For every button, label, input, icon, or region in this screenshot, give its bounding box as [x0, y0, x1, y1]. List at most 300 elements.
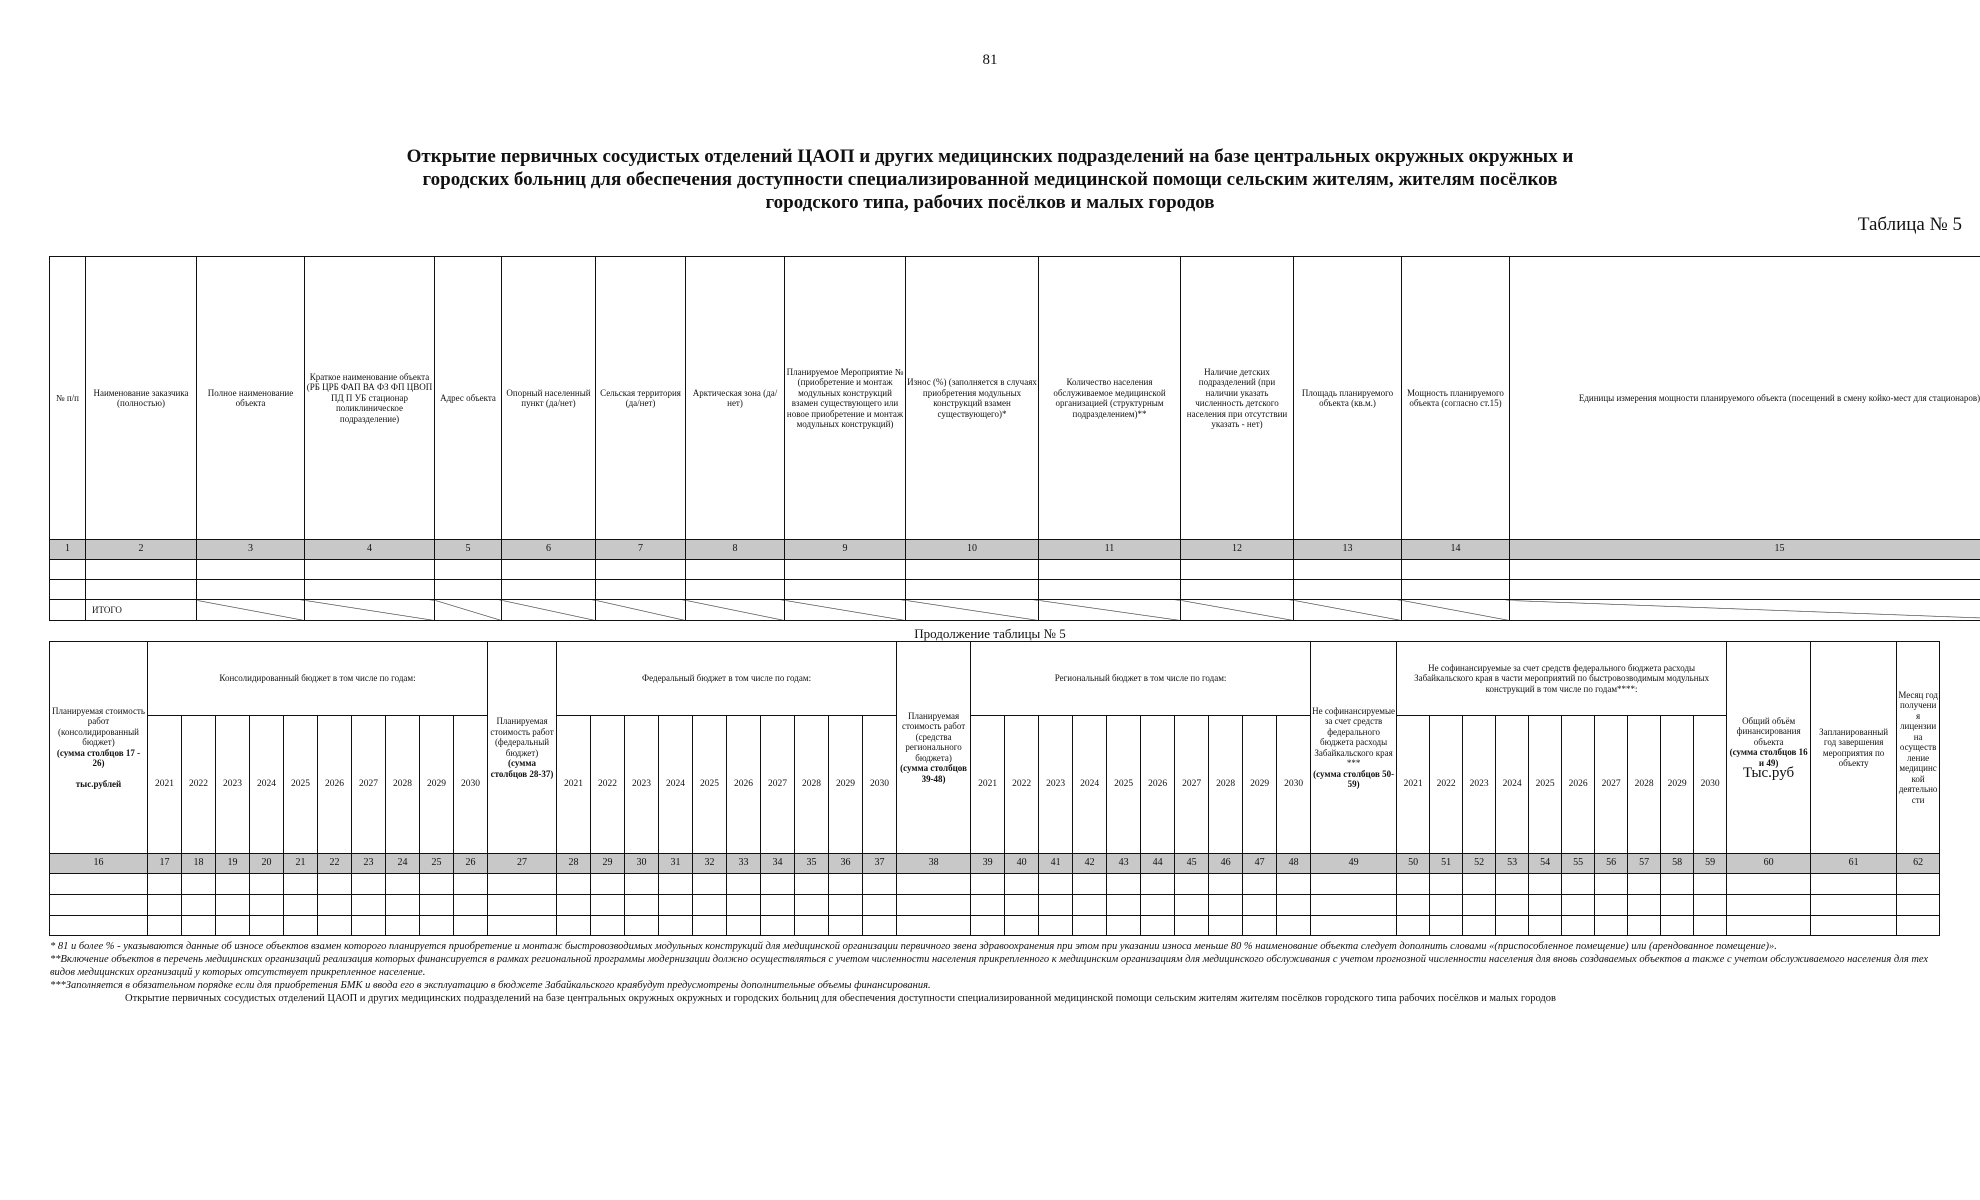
- column-number: 13: [1294, 540, 1402, 560]
- column-number: 19: [216, 854, 250, 874]
- table-cell: [1430, 874, 1463, 895]
- table-cell: [761, 895, 795, 916]
- column-number: 44: [1141, 854, 1175, 874]
- footnote: * 81 и более % - указываются данные об износе объектов взамен которого планируется приобретение и монтаж быстровозводимых модульных конструкций для медицинской организации первичного звена здравоохранения при этом при указании износа меньше 80 % наименование объекта следует дополнить словами «(приспособленное помещение) или (арендованное помещение)».: [50, 941, 1777, 952]
- table-cell: [488, 874, 557, 895]
- table-cell: [557, 874, 591, 895]
- table-cell: [1529, 874, 1562, 895]
- table-cell: [727, 874, 761, 895]
- table-cell: [1209, 874, 1243, 895]
- year-header: 2022: [591, 716, 625, 854]
- table-cell: [795, 916, 829, 936]
- table-cell: [1175, 895, 1209, 916]
- year-header: 2027: [352, 716, 386, 854]
- year-header: 2029: [1661, 716, 1694, 854]
- table-cell: [1496, 916, 1529, 936]
- table-cell: [785, 560, 906, 580]
- year-header: 2025: [284, 716, 318, 854]
- column-number: 50: [1397, 854, 1430, 874]
- year-header: 2028: [1209, 716, 1243, 854]
- t1-header: Полное наименование объекта: [197, 257, 305, 540]
- table-cell: [686, 560, 785, 580]
- table-cell: [502, 580, 596, 600]
- column-number: 60: [1727, 854, 1811, 874]
- table-cell: [1005, 895, 1039, 916]
- table-cell: [318, 895, 352, 916]
- year-header: 2023: [625, 716, 659, 854]
- table-cell: [182, 916, 216, 936]
- year-header: 2021: [148, 716, 182, 854]
- year-header: 2027: [1595, 716, 1628, 854]
- footnote: ***Заполняется в обязательном порядке если для приобретения БМК и ввода его в эксплуатацию в бюджете Забайкальского краябудут предусмотрены дополнительные объемы финансирования.: [50, 980, 931, 991]
- table-cell: [596, 560, 686, 580]
- document-title: Открытие первичных сосудистых отделений ЦАОП и других медицинских подразделений на базе центральных окружных окружных и городских больниц для обеспечения доступности специализированной медицинской помощи сельским жителям, жителям посёлков городского типа, рабочих посёлков и малых городов: [406, 146, 1574, 213]
- t1-header: Мощность планируемого объекта (согласно ст.15): [1402, 257, 1510, 540]
- table-cell: [1562, 874, 1595, 895]
- column-number: 23: [352, 854, 386, 874]
- year-header: 2023: [216, 716, 250, 854]
- year-header: 2023: [1463, 716, 1496, 854]
- table-cell: [1628, 895, 1661, 916]
- column-number: 15: [1510, 540, 1980, 560]
- column-number: 51: [1430, 854, 1463, 874]
- table-cell: [284, 895, 318, 916]
- t1-header: Наличие детских подразделений (при наличии указать численность детского населения при отсутствии указать - нет): [1181, 257, 1294, 540]
- column-number: 56: [1595, 854, 1628, 874]
- total-label: ИТОГО: [86, 600, 197, 621]
- t1-header: Опорный населенный пункт (да/нет): [502, 257, 596, 540]
- column-number: 1: [50, 540, 86, 560]
- consolidated-header: Консолидированный бюджет в том числе по годам:: [148, 642, 488, 716]
- table-cell: [216, 895, 250, 916]
- table-cell: [863, 895, 897, 916]
- t1-header: Наименование заказчика (полностью): [86, 257, 197, 540]
- table-cell: [1595, 874, 1628, 895]
- column-number: 55: [1562, 854, 1595, 874]
- column-number: 5: [435, 540, 502, 560]
- year-header: 2022: [1430, 716, 1463, 854]
- col27-header: Планируемая стоимость работ (федеральный бюджет) (сумма столбцов 28-37): [488, 642, 557, 854]
- table-cell: [1463, 874, 1496, 895]
- table-row: [50, 580, 1980, 600]
- table-cell: [1430, 895, 1463, 916]
- year-header: 2028: [386, 716, 420, 854]
- column-number: 37: [863, 854, 897, 874]
- table-cell: [795, 874, 829, 895]
- table-cell: [50, 874, 148, 895]
- year-header: 2028: [1628, 716, 1661, 854]
- table-cell: [182, 895, 216, 916]
- table-cell: [1811, 874, 1897, 895]
- table-cell: [1510, 560, 1980, 580]
- table-cell: [625, 895, 659, 916]
- table-cell: [1811, 895, 1897, 916]
- table-cell: [454, 916, 488, 936]
- table-cell: [284, 874, 318, 895]
- column-number: 36: [829, 854, 863, 874]
- column-number: 59: [1694, 854, 1727, 874]
- table-cell: [1294, 560, 1402, 580]
- table-cell: [1661, 916, 1694, 936]
- table-cell: [1897, 874, 1940, 895]
- table-row: [50, 874, 1940, 895]
- column-number: 2: [86, 540, 197, 560]
- table-cell: [1430, 916, 1463, 936]
- table-cell: [1209, 916, 1243, 936]
- table-cell: [1039, 580, 1181, 600]
- table-cell: [659, 895, 693, 916]
- year-header: 2021: [1397, 716, 1430, 854]
- table-cell: [1463, 895, 1496, 916]
- table-cell: [863, 916, 897, 936]
- column-number: 35: [795, 854, 829, 874]
- table-cell: [386, 874, 420, 895]
- column-number: 9: [785, 540, 906, 560]
- table-cell: [829, 895, 863, 916]
- table-cell: [1243, 916, 1277, 936]
- table-cell: [1694, 916, 1727, 936]
- footnote: Открытие первичных сосудистых отделений ЦАОП и других медицинских подразделений на базе центральных окружных окружных и городских больниц для обеспечения доступности специализированной медицинской помощи сельским жителям жителям посёлков городского типа рабочих посёлков и малых городов: [125, 993, 1556, 1004]
- col38-header: Планируемая стоимость работ (средства регионального бюджета) (сумма столбцов 39-48): [897, 642, 971, 854]
- column-number: 17: [148, 854, 182, 874]
- column-number: 26: [454, 854, 488, 874]
- table-cell: [250, 895, 284, 916]
- column-number: 3: [197, 540, 305, 560]
- table-cell: [863, 874, 897, 895]
- column-number: 12: [1181, 540, 1294, 560]
- table-cell: [502, 560, 596, 580]
- table-cell: [897, 874, 971, 895]
- main-table: [49, 256, 1980, 621]
- column-number: 27: [488, 854, 557, 874]
- table-cell: [1073, 874, 1107, 895]
- column-number: 20: [250, 854, 284, 874]
- table-cell: [761, 874, 795, 895]
- table-cell: [50, 895, 148, 916]
- table-cell: [1175, 874, 1209, 895]
- table-cell: [971, 916, 1005, 936]
- table-cell: [1562, 916, 1595, 936]
- table-cell: [1397, 916, 1430, 936]
- column-number: 24: [386, 854, 420, 874]
- year-header: 2022: [182, 716, 216, 854]
- table-cell: [454, 895, 488, 916]
- table-cell: [148, 916, 182, 936]
- table-cell: [1628, 874, 1661, 895]
- table-cell: [1694, 895, 1727, 916]
- table-cell: [318, 874, 352, 895]
- table-cell: [1277, 895, 1311, 916]
- federal-header: Федеральный бюджет в том числе по годам:: [557, 642, 897, 716]
- table-cell: [1175, 916, 1209, 936]
- table-cell: [50, 580, 86, 600]
- year-header: 2025: [693, 716, 727, 854]
- table-row: [50, 916, 1940, 936]
- table-cell: [591, 874, 625, 895]
- year-header: 2022: [1005, 716, 1039, 854]
- table-cell: [1005, 916, 1039, 936]
- table-cell: [148, 895, 182, 916]
- t1-header: Планируемое Мероприятие № (приобретение и монтаж модульных конструкций взамен существующего или новое приобретение и монтаж модульных конструкций): [785, 257, 906, 540]
- column-number: 18: [182, 854, 216, 874]
- year-header: 2030: [1277, 716, 1311, 854]
- table-cell: [686, 580, 785, 600]
- table-cell: [1463, 916, 1496, 936]
- table-cell: [352, 916, 386, 936]
- column-number: 30: [625, 854, 659, 874]
- t1-header: Площадь планируемого объекта (кв.м.): [1294, 257, 1402, 540]
- table-cell: [216, 916, 250, 936]
- year-header: 2028: [795, 716, 829, 854]
- table-cell: [250, 874, 284, 895]
- t1-header: Износ (%) (заполняется в случаях приобретения модульных конструкций взамен существующего)*: [906, 257, 1039, 540]
- table-cell: [420, 874, 454, 895]
- t1-header: Количество населения обслуживаемое медицинской организацией (структурным подразделением)**: [1039, 257, 1181, 540]
- year-header: 2021: [971, 716, 1005, 854]
- year-header: 2027: [1175, 716, 1209, 854]
- year-header: 2024: [1496, 716, 1529, 854]
- table-cell: [1073, 895, 1107, 916]
- column-number: 31: [659, 854, 693, 874]
- t1-header: Арктическая зона (да/нет): [686, 257, 785, 540]
- column-number: 49: [1311, 854, 1397, 874]
- table-cell: [352, 895, 386, 916]
- column-number: 58: [1661, 854, 1694, 874]
- year-header: 2025: [1529, 716, 1562, 854]
- table-cell: [420, 916, 454, 936]
- table-cell: [1107, 895, 1141, 916]
- column-number: 4: [305, 540, 435, 560]
- column-number: 33: [727, 854, 761, 874]
- table-cell: [693, 916, 727, 936]
- year-header: 2030: [1694, 716, 1727, 854]
- table-cell: [1141, 895, 1175, 916]
- year-header: 2021: [557, 716, 591, 854]
- table1-header-row: [50, 257, 1980, 540]
- table-cell: [197, 560, 305, 580]
- table-cell: [216, 874, 250, 895]
- table-row: [50, 895, 1940, 916]
- table-cell: [1897, 916, 1940, 936]
- column-number: 41: [1039, 854, 1073, 874]
- footnotes: [50, 940, 1930, 1005]
- table-cell: [596, 580, 686, 600]
- column-number: 8: [686, 540, 785, 560]
- table-row: [50, 560, 1980, 580]
- table-cell: [318, 916, 352, 936]
- table-cell: [435, 580, 502, 600]
- column-number: 48: [1277, 854, 1311, 874]
- table2-number-row: [50, 854, 1940, 874]
- column-number: 38: [897, 854, 971, 874]
- t1-header: № п/п: [50, 257, 86, 540]
- year-header: 2024: [659, 716, 693, 854]
- table-cell: [1073, 916, 1107, 936]
- table-cell: [659, 874, 693, 895]
- table-cell: [1141, 916, 1175, 936]
- table-cell: [1311, 895, 1397, 916]
- column-number: 54: [1529, 854, 1562, 874]
- year-header: 2026: [727, 716, 761, 854]
- table-cell: [1141, 874, 1175, 895]
- column-number: 10: [906, 540, 1039, 560]
- year-header: 2026: [318, 716, 352, 854]
- table-cell: [1661, 874, 1694, 895]
- column-number: 32: [693, 854, 727, 874]
- table-cell: [1294, 580, 1402, 600]
- table-cell: [197, 580, 305, 600]
- table-cell: [1039, 916, 1073, 936]
- table-cell: [284, 916, 318, 936]
- table-cell: [1897, 895, 1940, 916]
- table-cell: [1562, 895, 1595, 916]
- column-number: 16: [50, 854, 148, 874]
- table-cell: [693, 895, 727, 916]
- column-number: 40: [1005, 854, 1039, 874]
- total-row: [50, 600, 1980, 621]
- column-number: 45: [1175, 854, 1209, 874]
- table-cell: [182, 874, 216, 895]
- table-cell: [250, 916, 284, 936]
- table-cell: [1811, 916, 1897, 936]
- year-header: 2024: [250, 716, 284, 854]
- table-cell: [1694, 874, 1727, 895]
- table-cell: [50, 916, 148, 936]
- column-number: 11: [1039, 540, 1181, 560]
- table-cell: [1510, 580, 1980, 600]
- column-number: 61: [1811, 854, 1897, 874]
- table-cell: [795, 895, 829, 916]
- col49-header: Не софинансируемые за счет средств федерального бюджета расходы Забайкальского края *** (сумма столбцов 50-59): [1311, 642, 1397, 854]
- table-cell: [1727, 874, 1811, 895]
- table-cell: [1039, 874, 1073, 895]
- table-cell: [1039, 895, 1073, 916]
- footnote: **Включение объектов в перечень медицинских организаций реализация которых финансируется в рамках региональной программы модернизации должно осуществляться с учетом численности населения прикрепленного к медицинским организациям для медицинского обслуживания с учетом прогнозной численности населения для вновь создаваемых объектов а также с учетом обслуживаемого населения для тех видов медицинских организаций у которых отсутствует прикрепленное население.: [50, 954, 1929, 978]
- table-cell: [1277, 874, 1311, 895]
- table-cell: [1595, 916, 1628, 936]
- table-cell: [829, 916, 863, 936]
- table-cell: [591, 895, 625, 916]
- column-number: 21: [284, 854, 318, 874]
- table-cell: [761, 916, 795, 936]
- table-cell: [1311, 874, 1397, 895]
- table-cell: [488, 895, 557, 916]
- table-cell: [1402, 580, 1510, 600]
- table-cell: [897, 895, 971, 916]
- year-header: 2029: [829, 716, 863, 854]
- table-cell: [693, 874, 727, 895]
- table-cell: [1243, 895, 1277, 916]
- table-cell: [1311, 916, 1397, 936]
- table-cell: [1277, 916, 1311, 936]
- table-cell: [1209, 895, 1243, 916]
- table-cell: [488, 916, 557, 936]
- year-header: 2030: [454, 716, 488, 854]
- table-cell: [305, 560, 435, 580]
- column-number: 47: [1243, 854, 1277, 874]
- column-number: 42: [1073, 854, 1107, 874]
- table-cell: [1039, 560, 1181, 580]
- table-cell: [1529, 916, 1562, 936]
- year-header: 2026: [1141, 716, 1175, 854]
- table-cell: [86, 560, 197, 580]
- table-cell: [1595, 895, 1628, 916]
- table-cell: [1496, 874, 1529, 895]
- year-header: 2029: [1243, 716, 1277, 854]
- column-number: 7: [596, 540, 686, 560]
- year-header: 2025: [1107, 716, 1141, 854]
- regional-header: Региональный бюджет в том числе по годам:: [971, 642, 1311, 716]
- table-cell: [625, 874, 659, 895]
- table-cell: [1005, 874, 1039, 895]
- table-cell: [1727, 895, 1811, 916]
- year-header: 2029: [420, 716, 454, 854]
- table-cell: [386, 895, 420, 916]
- table-cell: [625, 916, 659, 936]
- table-cell: [305, 580, 435, 600]
- table-cell: [971, 895, 1005, 916]
- table1-number-row: [50, 540, 1980, 560]
- column-number: 25: [420, 854, 454, 874]
- column-number: 57: [1628, 854, 1661, 874]
- table-cell: [906, 560, 1039, 580]
- table-cell: [727, 916, 761, 936]
- column-number: 39: [971, 854, 1005, 874]
- column-number: 52: [1463, 854, 1496, 874]
- column-number: 22: [318, 854, 352, 874]
- t1-header: Единицы измерения мощности планируемого объекта (посещений в смену койко-мест для стационаров): [1510, 257, 1980, 540]
- table-cell: [50, 560, 86, 580]
- table-cell: [352, 874, 386, 895]
- column-number: 53: [1496, 854, 1529, 874]
- column-number: 62: [1897, 854, 1940, 874]
- col16-header: Планируемая стоимость работ (консолидированный бюджет) (сумма столбцов 17 - 26) тыс.рублей: [50, 642, 148, 854]
- year-header: 2030: [863, 716, 897, 854]
- table-cell: [1496, 895, 1529, 916]
- table-cell: [906, 580, 1039, 600]
- column-number: 6: [502, 540, 596, 560]
- table-cell: [971, 874, 1005, 895]
- col60-header: Общий объём финансирования объекта (сумма столбцов 16 и 49) Тыс.руб: [1727, 642, 1811, 854]
- t1-header: Адрес объекта: [435, 257, 502, 540]
- table-cell: [829, 874, 863, 895]
- table-cell: [727, 895, 761, 916]
- table-cell: [1529, 895, 1562, 916]
- table-cell: [1397, 874, 1430, 895]
- table-cell: [86, 580, 197, 600]
- table-cell: [1107, 916, 1141, 936]
- table-cell: [1397, 895, 1430, 916]
- continuation-table: [49, 641, 1940, 936]
- page-number: 81: [982, 52, 998, 68]
- column-number: 14: [1402, 540, 1510, 560]
- table-cell: [1628, 916, 1661, 936]
- table-cell: [435, 560, 502, 580]
- table-cell: [1243, 874, 1277, 895]
- year-header: 2027: [761, 716, 795, 854]
- table-cell: [420, 895, 454, 916]
- col61-header: Запланированный год завершения мероприятия по объекту: [1811, 642, 1897, 854]
- table-cell: [454, 874, 488, 895]
- col62-header: Месяц год получения лицензии на осуществление медицинской деятельности: [1897, 642, 1940, 854]
- column-number: 28: [557, 854, 591, 874]
- year-header: 2026: [1562, 716, 1595, 854]
- table-cell: [785, 580, 906, 600]
- table-cell: [1661, 895, 1694, 916]
- table-cell: [1402, 560, 1510, 580]
- table-cell: [557, 916, 591, 936]
- table-cell: [386, 916, 420, 936]
